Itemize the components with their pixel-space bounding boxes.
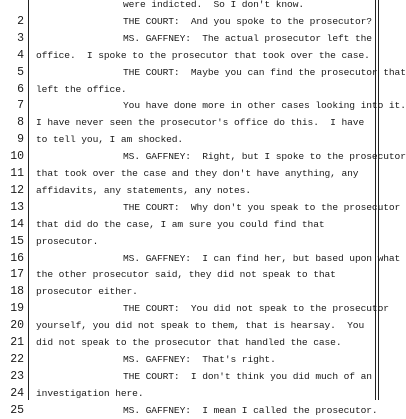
transcript-line — [0, 351, 400, 368]
transcript-line — [0, 402, 400, 419]
line-text: THE COURT: Why don't you speak to the prosecutor — [123, 201, 401, 213]
transcript-line — [0, 97, 406, 114]
line-number: 22 — [10, 352, 24, 366]
transcript-line — [0, 47, 400, 64]
line-number: 3 — [17, 31, 24, 45]
transcript-line — [0, 0, 400, 13]
line-number: 10 — [10, 150, 24, 164]
line-text: You have done more in other cases looking into it. — [123, 100, 406, 112]
line-number: 25 — [10, 403, 24, 417]
line-text: the other prosecutor said, they did not speak to that — [36, 269, 336, 281]
transcript-line — [0, 216, 400, 233]
transcript-line — [0, 233, 400, 250]
transcript-line — [0, 317, 400, 334]
transcript-line — [0, 131, 400, 148]
transcript-line — [0, 81, 400, 98]
line-text: MS. GAFFNEY: I mean I called the prosecutor. — [123, 404, 378, 416]
line-text: I have never seen the prosecutor's office do this. I have — [36, 117, 365, 129]
transcript-line — [0, 385, 400, 402]
line-text: MS. GAFFNEY: I can find her, but based upon what — [123, 252, 401, 264]
transcript-line — [0, 199, 400, 216]
transcript-line — [0, 334, 400, 351]
transcript-line — [0, 300, 400, 317]
transcript-line — [0, 13, 400, 30]
transcript-line — [0, 64, 406, 81]
line-number: 5 — [17, 65, 24, 79]
transcript-line — [0, 266, 400, 283]
line-number: 13 — [10, 200, 24, 214]
line-text: THE COURT: Maybe you can find the prosecutor that — [123, 66, 406, 78]
transcript-line — [0, 283, 400, 300]
transcript-line — [0, 165, 400, 182]
line-text: investigation here. — [36, 387, 144, 399]
line-number: 14 — [10, 217, 24, 231]
line-text: left the office. — [36, 83, 127, 95]
line-text: MS. GAFFNEY: That's right. — [123, 353, 276, 365]
line-text: MS. GAFFNEY: The actual prosecutor left the — [123, 32, 372, 44]
line-text: THE COURT: And you spoke to the prosecutor? — [123, 15, 372, 27]
line-text: that took over the case and they don't have anything, any — [36, 168, 359, 179]
line-number: 24 — [10, 386, 24, 400]
line-number: 7 — [17, 99, 24, 113]
line-number: 9 — [17, 133, 24, 147]
line-text: prosecutor. — [36, 235, 99, 247]
line-number: 11 — [10, 167, 24, 180]
line-number: 20 — [10, 319, 24, 333]
line-text: to tell you, I am shocked. — [36, 134, 184, 146]
line-text: that did do the case, I am sure you could find that — [36, 218, 325, 230]
transcript-line — [0, 182, 400, 199]
transcript-line — [0, 368, 400, 385]
line-text: were indicted. So I don't know. — [123, 0, 305, 10]
line-number: 19 — [10, 302, 24, 316]
line-number: 21 — [10, 336, 24, 349]
line-text: office. I spoke to the prosecutor that took over the case. — [36, 49, 370, 61]
line-number: 16 — [10, 251, 24, 265]
line-number: 4 — [17, 48, 24, 62]
line-text: did not speak to the prosecutor that handled the case. — [36, 337, 342, 348]
line-text: yourself, you did not speak to them, that is hearsay. You — [36, 320, 365, 332]
transcript-line — [0, 114, 400, 131]
line-text: prosecutor either. — [36, 286, 138, 298]
line-text: THE COURT: You did not speak to the prosecutor — [123, 303, 389, 315]
line-number: 23 — [10, 369, 24, 383]
transcript-line — [0, 30, 400, 47]
line-text: MS. GAFFNEY: Right, but I spoke to the prosecutor — [123, 151, 406, 163]
line-number: 15 — [10, 234, 24, 248]
transcript-line — [0, 148, 406, 165]
line-text: affidavits, any statements, any notes. — [36, 184, 251, 196]
line-number: 17 — [10, 268, 24, 282]
line-number: 2 — [17, 14, 24, 28]
line-number: 12 — [10, 183, 24, 197]
transcript-line — [0, 250, 400, 267]
line-number: 6 — [17, 82, 24, 96]
line-number: 8 — [17, 116, 24, 130]
line-text: THE COURT: I don't think you did much of an — [123, 370, 372, 382]
line-number: 18 — [10, 285, 24, 299]
